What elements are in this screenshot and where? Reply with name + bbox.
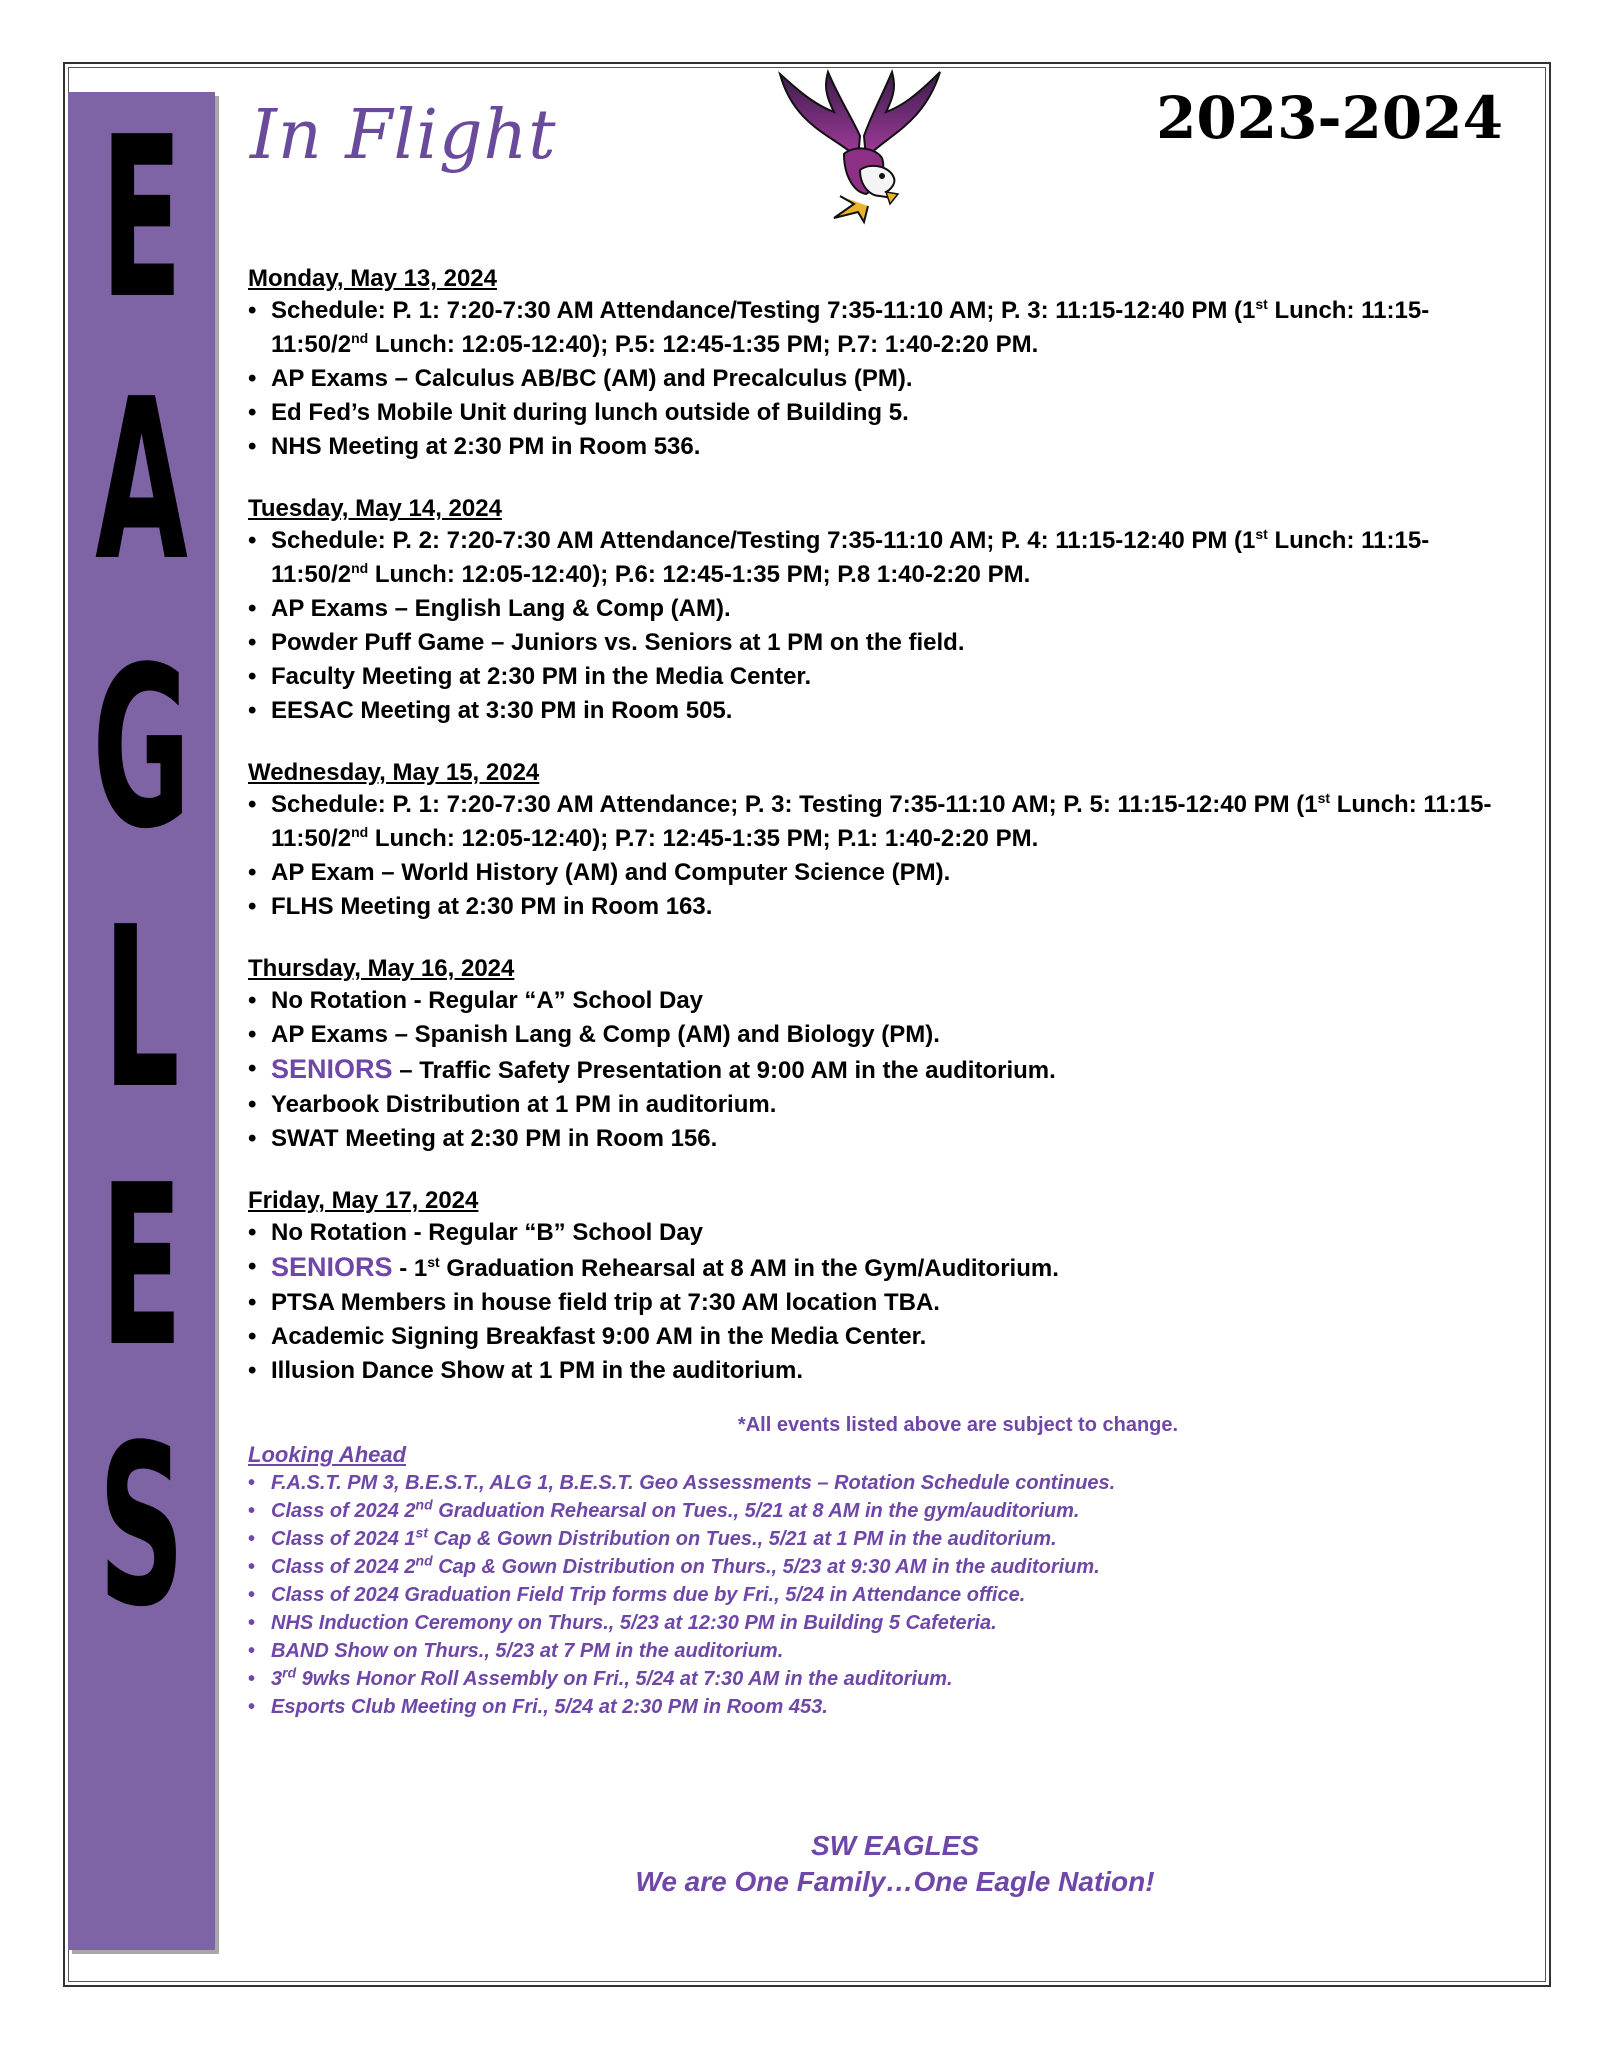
event-item: • PTSA Members in house field trip at 7:30 AM location TBA.: [248, 1286, 1498, 1320]
event-item: • Academic Signing Breakfast 9:00 AM in the Media Center.: [248, 1320, 1498, 1354]
event-item: • No Rotation - Regular “A” School Day: [248, 984, 1498, 1018]
event-item: • Illusion Dance Show at 1 PM in the auditorium.: [248, 1354, 1498, 1388]
event-item: • SENIORS – Traffic Safety Presentation at 9:00 AM in the auditorium.: [248, 1052, 1498, 1088]
footer-line-1: SW EAGLES: [810, 1830, 979, 1861]
day-heading: Thursday, May 16, 2024: [248, 955, 515, 982]
banner-letter: G: [92, 621, 191, 879]
day-section: [248, 758, 1498, 924]
event-item: • AP Exam – World History (AM) and Computer Science (PM).: [248, 856, 1498, 890]
event-item: • Faculty Meeting at 2:30 PM in the Media Center.: [248, 660, 1498, 694]
event-item: • SWAT Meeting at 2:30 PM in Room 156.: [248, 1122, 1498, 1156]
day-heading: Monday, May 13, 2024: [248, 265, 497, 292]
footer-line-2: We are One Family…One Eagle Nation!: [635, 1866, 1155, 1897]
event-item: • Yearbook Distribution at 1 PM in auditorium.: [248, 1088, 1498, 1122]
school-year: 2023-2024: [1156, 84, 1503, 152]
seniors-highlight: SENIORS: [271, 1054, 393, 1084]
event-item: • Ed Fed’s Mobile Unit during lunch outside of Building 5.: [248, 396, 1498, 430]
disclaimer-note: *All events listed above are subject to change.: [737, 1414, 1179, 1436]
event-item: • SENIORS - 1st Graduation Rehearsal at 8 AM in the Gym/Auditorium.: [248, 1250, 1498, 1286]
event-item: • AP Exams – Spanish Lang & Comp (AM) and Biology (PM).: [248, 1018, 1498, 1052]
footer-slogan: [470, 1828, 1320, 1900]
day-heading: Friday, May 17, 2024: [248, 1187, 479, 1214]
looking-ahead-section: [248, 1441, 1498, 1721]
ahead-item: • 3rd 9wks Honor Roll Assembly on Fri., 5/24 at 7:30 AM in the auditorium.: [248, 1665, 1498, 1693]
banner-letter: E: [100, 91, 183, 349]
eagle-mascot-icon: [774, 66, 944, 226]
day-section: [248, 1186, 1498, 1388]
event-item: • FLHS Meeting at 2:30 PM in Room 163.: [248, 890, 1498, 924]
event-item: • AP Exams – Calculus AB/BC (AM) and Precalculus (PM).: [248, 362, 1498, 396]
newsletter-title: In Flight: [250, 96, 557, 175]
event-item: • EESAC Meeting at 3:30 PM in Room 505.: [248, 694, 1498, 728]
event-item: • Powder Puff Game – Juniors vs. Seniors at 1 PM on the field.: [248, 626, 1498, 660]
day-heading: Tuesday, May 14, 2024: [248, 495, 502, 522]
day-section: [248, 494, 1498, 728]
event-item: • Schedule: P. 1: 7:20-7:30 AM Attendance/Testing 7:35-11:10 AM; P. 3: 11:15-12:40 PM (1st Lunch: 11:15-11:50/2nd Lunch: 12:05-12:40); P.5: 12:45-1:35 PM; P.7: 1:40-2:20 PM.: [248, 294, 1498, 362]
event-item: • No Rotation - Regular “B” School Day: [248, 1216, 1498, 1250]
events-content: [248, 264, 1498, 1721]
ahead-item: • F.A.S.T. PM 3, B.E.S.T., ALG 1, B.E.S.T. Geo Assessments – Rotation Schedule continues.: [248, 1469, 1498, 1497]
banner-letter: L: [103, 881, 180, 1139]
ahead-item: • Class of 2024 1st Cap & Gown Distribution on Tues., 5/21 at 1 PM in the auditorium.: [248, 1525, 1498, 1553]
ahead-item: • Class of 2024 Graduation Field Trip forms due by Fri., 5/24 in Attendance office.: [248, 1581, 1498, 1609]
ahead-item: • BAND Show on Thurs., 5/23 at 7 PM in the auditorium.: [248, 1637, 1498, 1665]
looking-ahead-heading: Looking Ahead: [248, 1442, 407, 1467]
seniors-highlight: SENIORS: [271, 1252, 393, 1282]
banner-letter: E: [100, 1139, 183, 1397]
ahead-item: • NHS Induction Ceremony on Thurs., 5/23 at 12:30 PM in Building 5 Cafeteria.: [248, 1609, 1498, 1637]
ahead-item: • Esports Club Meeting on Fri., 5/24 at 2:30 PM in Room 453.: [248, 1693, 1498, 1721]
banner-letter: A: [95, 353, 188, 611]
event-item: • Schedule: P. 2: 7:20-7:30 AM Attendance/Testing 7:35-11:10 AM; P. 4: 11:15-12:40 PM (1st Lunch: 11:15-11:50/2nd Lunch: 12:05-12:40); P.6: 12:45-1:35 PM; P.8 1:40-2:20 PM.: [248, 524, 1498, 592]
event-item: • AP Exams – English Lang & Comp (AM).: [248, 592, 1498, 626]
banner-letter: S: [98, 1399, 185, 1657]
event-item: • NHS Meeting at 2:30 PM in Room 536.: [248, 430, 1498, 464]
day-heading: Wednesday, May 15, 2024: [248, 759, 540, 786]
eagles-side-banner: [68, 92, 215, 1950]
day-section: [248, 954, 1498, 1156]
event-item: • Schedule: P. 1: 7:20-7:30 AM Attendance; P. 3: Testing 7:35-11:10 AM; P. 5: 11:15-12:40 PM (1st Lunch: 11:15-11:50/2nd Lunch: 12:05-12:40); P.7: 12:45-1:35 PM; P.1: 1:40-2:20 PM.: [248, 788, 1498, 856]
day-section: [248, 264, 1498, 464]
ahead-item: • Class of 2024 2nd Cap & Gown Distribution on Thurs., 5/23 at 9:30 AM in the auditorium.: [248, 1553, 1498, 1581]
ahead-item: • Class of 2024 2nd Graduation Rehearsal on Tues., 5/21 at 8 AM in the gym/auditorium.: [248, 1497, 1498, 1525]
